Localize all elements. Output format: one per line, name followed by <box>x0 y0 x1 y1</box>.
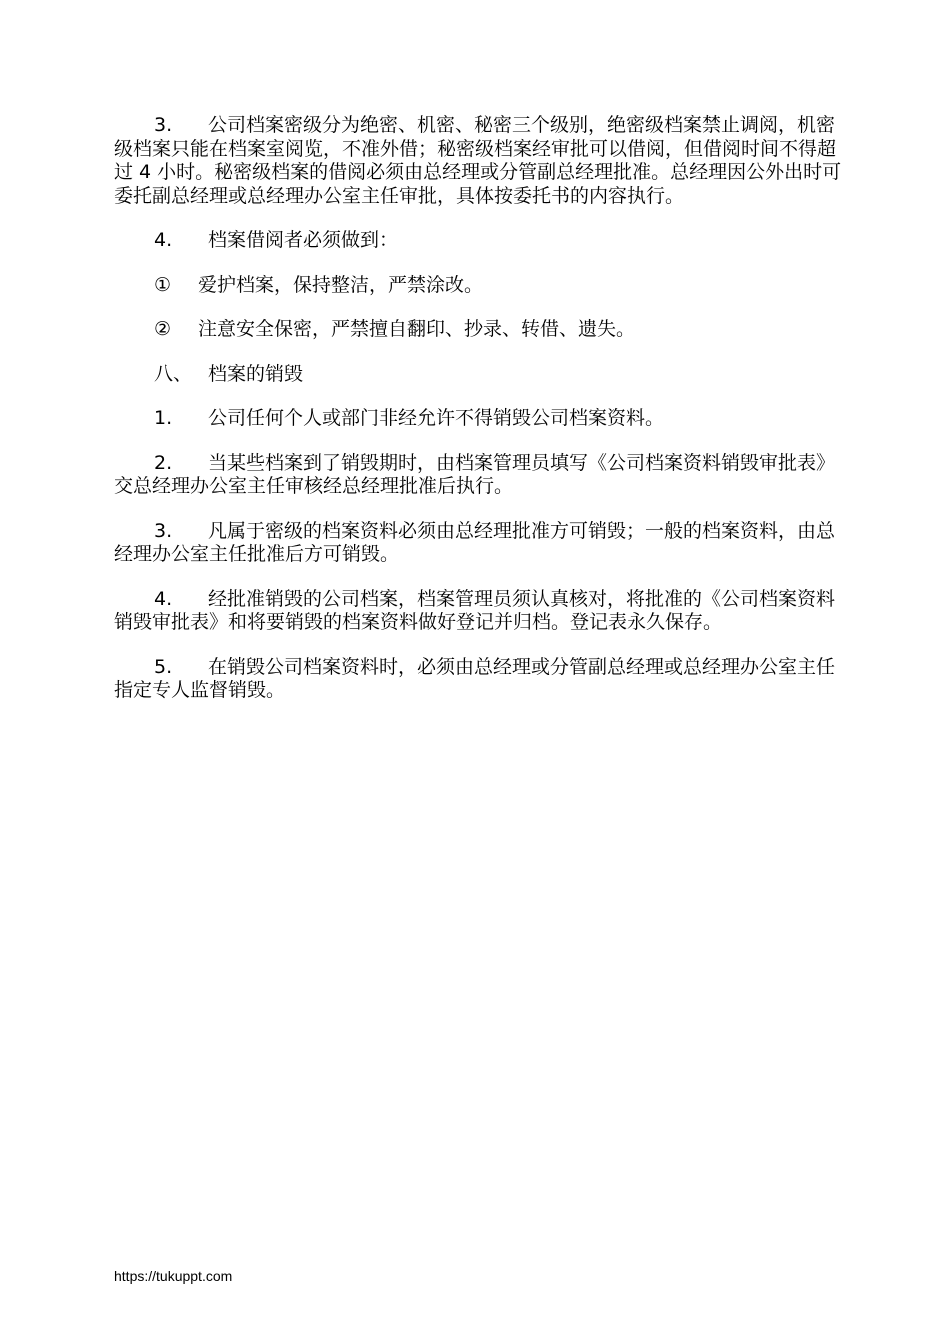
paragraph-marker: 3. <box>154 114 173 136</box>
paragraph-text: 公司任何个人或部门非经允许不得销毁公司档案资料。 <box>208 407 665 429</box>
paragraph-text: 注意安全保密，严禁擅自翻印、抄录、转借、遗失。 <box>198 318 636 340</box>
paragraph-text: 在销毁公司档案资料时，必须由总经理或分管副总经理或总经理办公室主任指定专人监督销毁。 <box>114 655 836 701</box>
paragraph-marker: 3. <box>154 519 173 542</box>
paragraph-clause-3-confidentiality <box>114 114 842 208</box>
paragraph-clause-4 <box>114 588 842 635</box>
paragraph-marker: 1. <box>154 407 173 429</box>
paragraph-text: 爱护档案，保持整洁，严禁涂改。 <box>198 273 484 296</box>
paragraph-clause-2 <box>114 452 842 499</box>
document-body <box>114 114 842 724</box>
paragraph-clause-5 <box>114 656 842 703</box>
paragraph-duty-1 <box>114 274 842 298</box>
paragraph-marker: 2. <box>154 451 173 474</box>
paragraph-duty-2 <box>114 318 842 342</box>
paragraph-text: 档案借阅者必须做到： <box>208 229 399 251</box>
paragraph-clause-4-borrower-duties <box>114 229 842 253</box>
footer-url: https://tukuppt.com <box>114 1268 233 1284</box>
paragraph-text: 当某些档案到了销毁期时，由档案管理员填写《公司档案资料销毁审批表》交总经理办公室主任审核经总经理批准后执行。 <box>114 451 836 497</box>
paragraph-text: 经批准销毁的公司档案，档案管理员须认真核对，将批准的《公司档案资料销毁审批表》和将要销毁的档案资料做好登记并归档。登记表永久保存。 <box>114 587 836 633</box>
paragraph-text: 凡属于密级的档案资料必须由总经理批准方可销毁；一般的档案资料，由总经理办公室主任批准后方可销毁。 <box>114 519 836 565</box>
paragraph-marker: 5. <box>154 655 173 678</box>
section-marker: 八、 <box>154 362 193 385</box>
paragraph-clause-3 <box>114 520 842 567</box>
paragraph-text: 公司档案密级分为绝密、机密、秘密三个级别，绝密级档案禁止调阅，机密级档案只能在档案室阅览，不准外借；秘密级档案经审批可以借阅，但借阅时间不得超过 4 小时。秘密级档案的借阅必须由总经理或分管副总经理批准。总经理因公外出时可委托副总经理或总经理办公室主任审批，具体按委托书的内容执行。 <box>114 114 842 207</box>
section-heading-destruction <box>114 363 842 387</box>
paragraph-marker: ① <box>154 273 172 296</box>
section-title: 档案的销毁 <box>208 362 304 385</box>
paragraph-marker: 4. <box>154 229 173 251</box>
paragraph-marker: ② <box>154 318 172 340</box>
paragraph-clause-1 <box>114 407 842 431</box>
paragraph-marker: 4. <box>154 587 173 610</box>
